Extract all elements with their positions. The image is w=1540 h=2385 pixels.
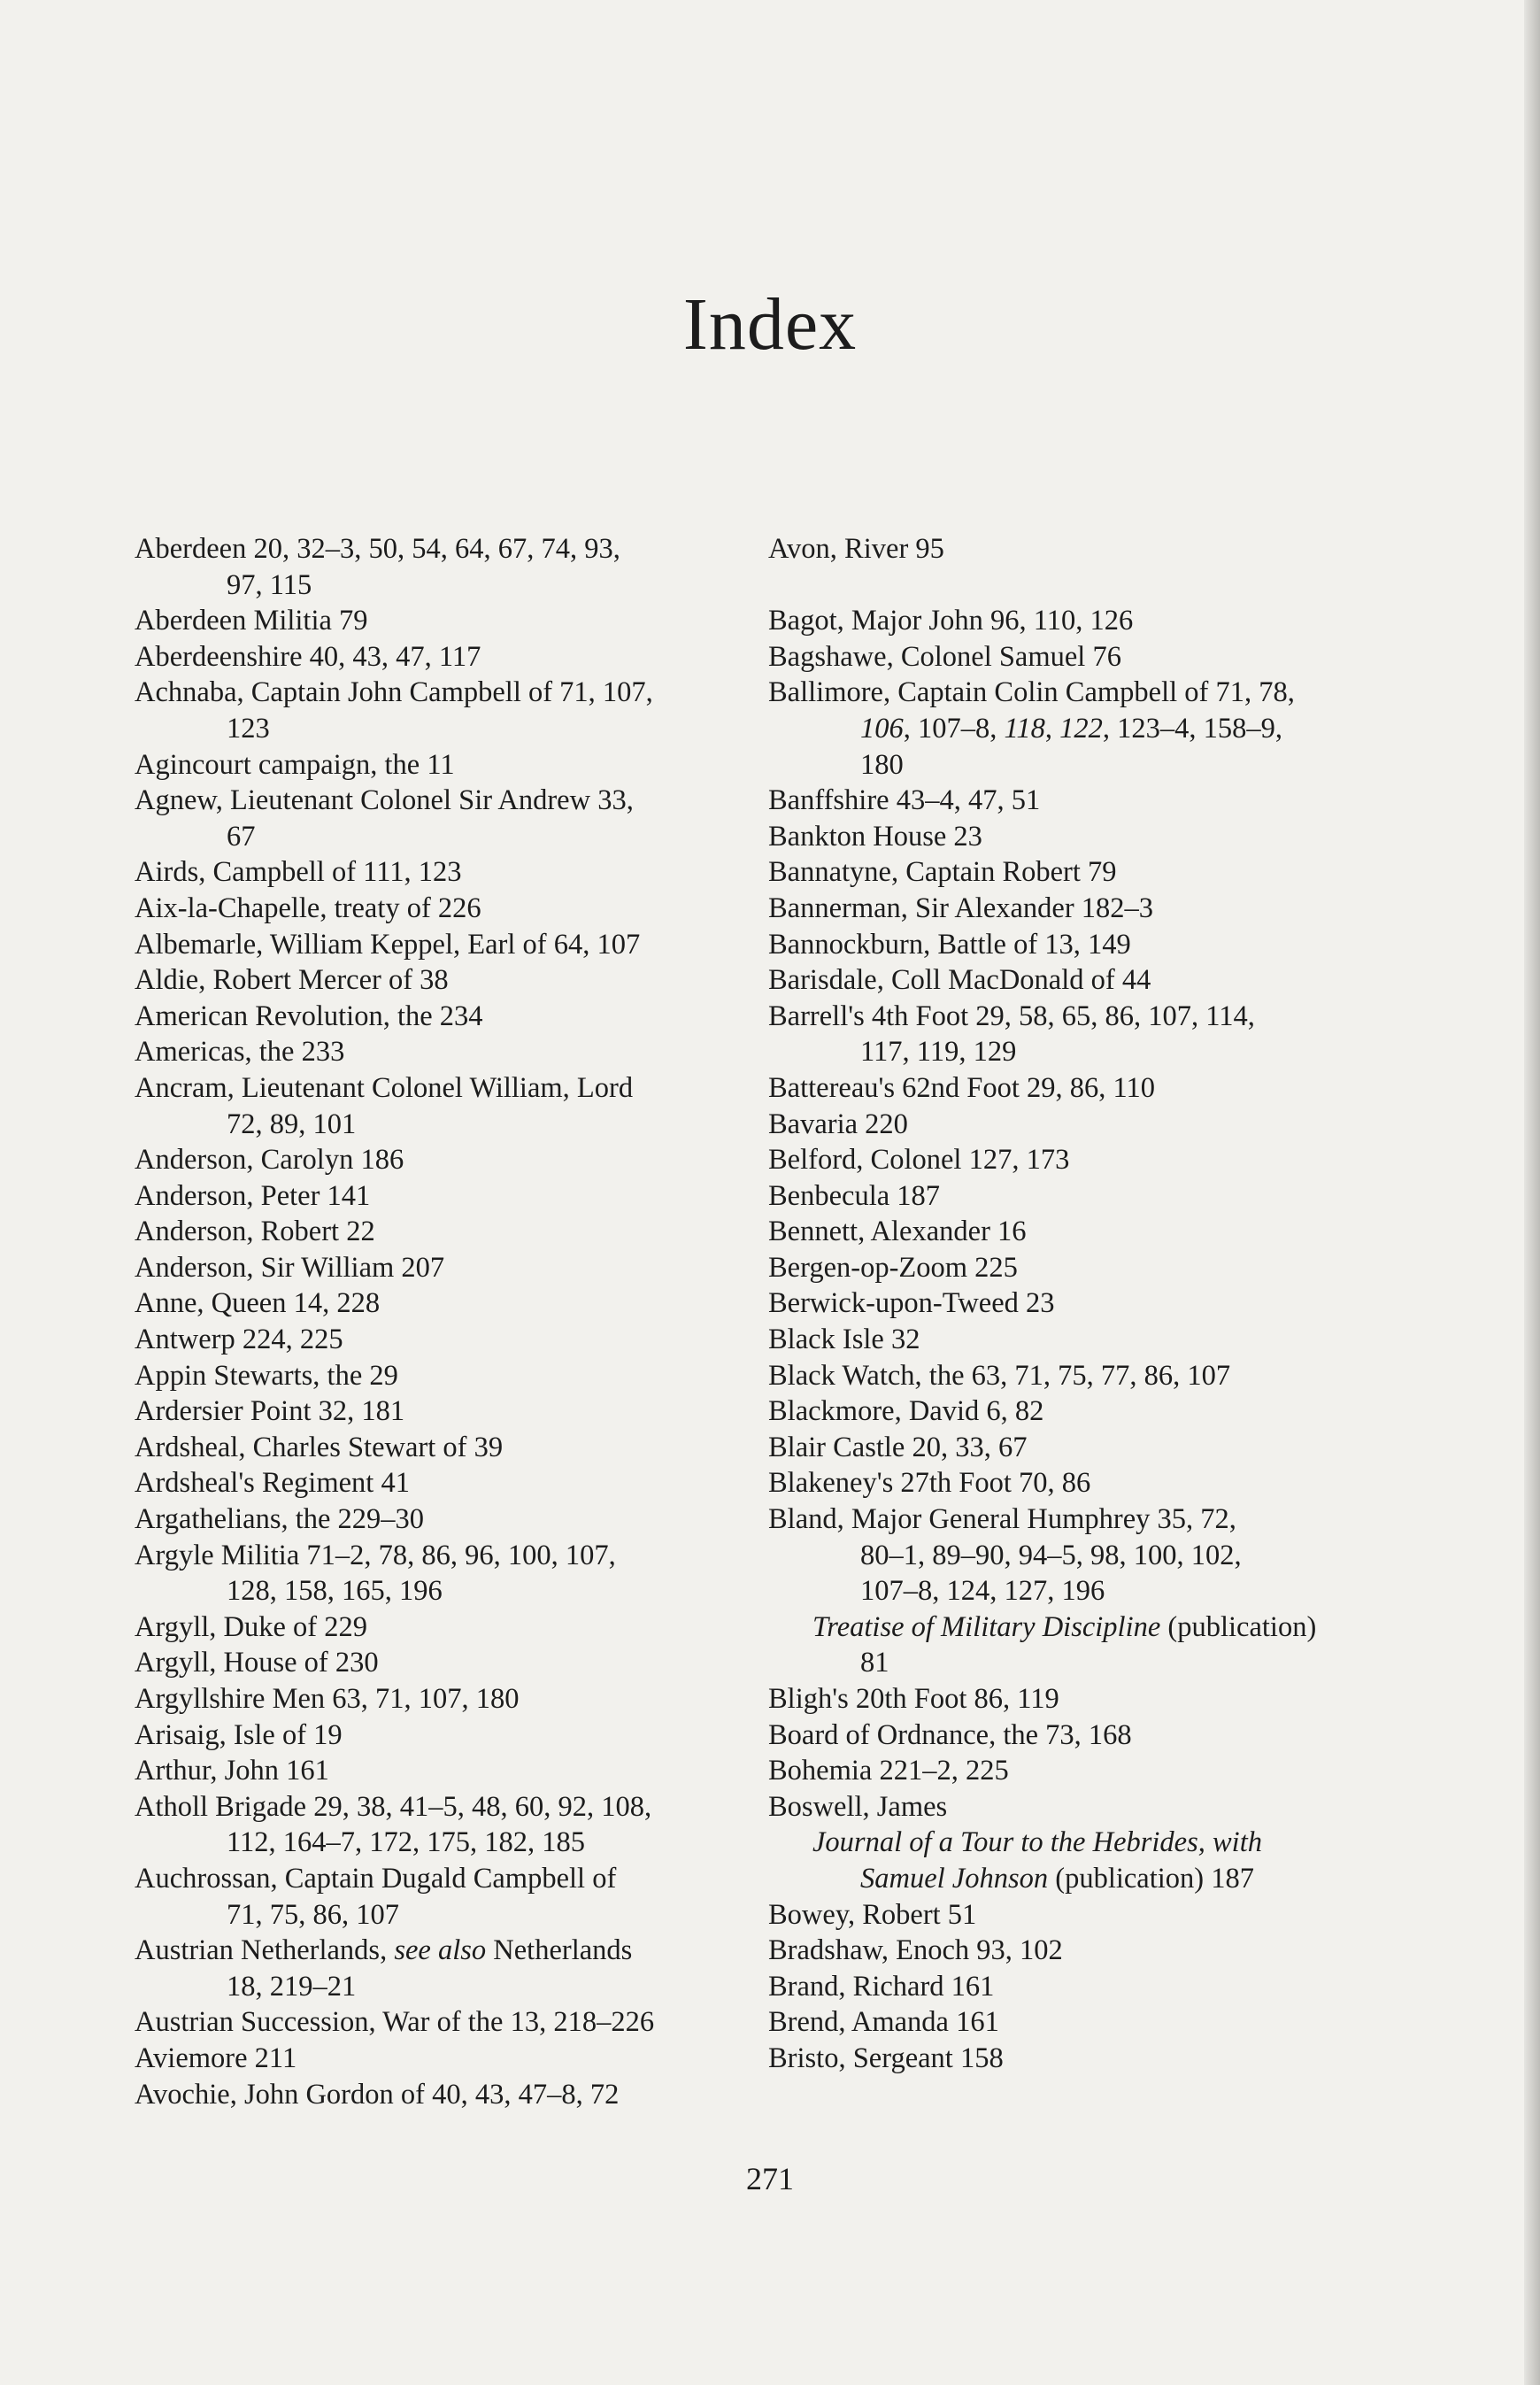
index-entry: Bligh's 20th Foot 86, 119 [768, 1683, 1059, 1715]
index-entry: Austrian Netherlands, see also Netherlands 18, 219–21 [135, 1934, 633, 2003]
index-entry: Argyllshire Men 63, 71, 107, 180 [135, 1683, 520, 1715]
index-entry: Bannerman, Sir Alexander 182–3 [768, 891, 1154, 924]
index-entry: Barisdale, Coll MacDonald of 44 [768, 964, 1151, 997]
index-entry: Aldie, Robert Mercer of 38 [135, 964, 449, 997]
index-entry: Auchrossan, Captain Dugald Campbell of 71, 75, 86, 107 [135, 1862, 617, 1931]
index-column-right [768, 531, 1388, 2077]
index-entry: Americas, the 233 [135, 1036, 345, 1069]
index-entry: Blakeney's 27th Foot 70, 86 [768, 1467, 1091, 1500]
index-entry: Anne, Queen 14, 228 [135, 1287, 381, 1320]
index-entry: Agnew, Lieutenant Colonel Sir Andrew 33, 67 [135, 784, 634, 853]
index-entry: Black Isle 32 [768, 1324, 920, 1356]
index-entry: Boswell, James [768, 1790, 948, 1823]
index-entry: Aberdeenshire 40, 43, 47, 117 [135, 640, 481, 673]
index-entry: Atholl Brigade 29, 38, 41–5, 48, 60, 92, 108, 112, 164–7, 172, 175, 182, 185 [135, 1790, 652, 1859]
index-entry: Bowey, Robert 51 [768, 1898, 977, 1931]
index-column-left [135, 531, 754, 2112]
index-entry: Bagot, Major John 96, 110, 126 [768, 605, 1134, 637]
index-entry: Ardersier Point 32, 181 [135, 1395, 405, 1428]
index-entry: Ardsheal's Regiment 41 [135, 1467, 410, 1500]
index-entry: Bavaria 220 [768, 1108, 908, 1140]
index-entry: Bankton House 23 [768, 820, 982, 853]
index-entry: Bristo, Sergeant 158 [768, 2042, 1004, 2074]
index-entry: Benbecula 187 [768, 1179, 941, 1212]
index-entry: Aix-la-Chapelle, treaty of 226 [135, 891, 481, 924]
index-entry: Agincourt campaign, the 11 [135, 748, 455, 781]
index-entry: Blackmore, David 6, 82 [768, 1395, 1044, 1428]
index-entry: Ballimore, Captain Colin Campbell of 71, 78, 106, 107–8, 118, 122, 123–4, 158–9, 180 [768, 676, 1295, 781]
index-entry: Achnaba, Captain John Campbell of 71, 107, 123 [135, 676, 653, 745]
index-entry: Bennett, Alexander 16 [768, 1216, 1027, 1248]
index-entry: Arthur, John 161 [135, 1755, 329, 1787]
index-entry: Arisaig, Isle of 19 [135, 1718, 343, 1751]
index-entry: Ardsheal, Charles Stewart of 39 [135, 1431, 504, 1463]
index-entry: Bohemia 221–2, 225 [768, 1755, 1009, 1787]
index-entry: Bergen-op-Zoom 225 [768, 1251, 1018, 1284]
index-entry: Avon, River 95 [768, 533, 944, 565]
index-entry: Anderson, Peter 141 [135, 1179, 371, 1212]
index-entry: Bagshawe, Colonel Samuel 76 [768, 640, 1121, 673]
index-entry: Blair Castle 20, 33, 67 [768, 1431, 1028, 1463]
index-entry: Argyle Militia 71–2, 78, 86, 96, 100, 107, 128, 158, 165, 196 [135, 1539, 616, 1608]
index-entry: Anderson, Sir William 207 [135, 1251, 445, 1284]
index-entry: Argathelians, the 229–30 [135, 1503, 425, 1536]
index-entry: Anderson, Carolyn 186 [135, 1144, 404, 1177]
index-entry: Brand, Richard 161 [768, 1970, 995, 2003]
index-entry: Belford, Colonel 127, 173 [768, 1144, 1070, 1177]
index-entry: Bradshaw, Enoch 93, 102 [768, 1934, 1063, 1967]
index-entry: Argyll, House of 230 [135, 1647, 379, 1679]
index-entry: Board of Ordnance, the 73, 168 [768, 1718, 1132, 1751]
index-entry: Albemarle, William Keppel, Earl of 64, 107 [135, 928, 641, 961]
index-entry: American Revolution, the 234 [135, 1000, 483, 1032]
page-title: Index [682, 283, 858, 366]
index-subentry: Journal of a Tour to the Hebrides, with Samuel Johnson (publication) 187 [812, 1826, 1262, 1895]
index-entry: Berwick-upon-Tweed 23 [768, 1287, 1055, 1320]
index-entry: Aviemore 211 [135, 2042, 297, 2074]
index-entry: Aberdeen 20, 32–3, 50, 54, 64, 67, 74, 93, 97, 115 [135, 533, 620, 601]
index-entry: Anderson, Robert 22 [135, 1216, 375, 1248]
index-entry: Argyll, Duke of 229 [135, 1610, 367, 1643]
index-entry: Bannockburn, Battle of 13, 149 [768, 928, 1131, 961]
index-entry: Bannatyne, Captain Robert 79 [768, 856, 1117, 889]
page-number: 271 [746, 2161, 794, 2196]
index-entry: Barrell's 4th Foot 29, 58, 65, 86, 107, 114, 117, 119, 129 [768, 1000, 1255, 1069]
index-entry: Aberdeen Militia 79 [135, 605, 368, 637]
index-entry: Bland, Major General Humphrey 35, 72, 80–1, 89–90, 94–5, 98, 100, 102, 107–8, 124, 127, 196 [768, 1503, 1242, 1608]
index-entry: Avochie, John Gordon of 40, 43, 47–8, 72 [135, 2078, 620, 2111]
index-entry: Airds, Campbell of 111, 123 [135, 856, 462, 889]
index-subentry: Treatise of Military Discipline (publication) 81 [812, 1610, 1317, 1679]
index-entry: Brend, Amanda 161 [768, 2006, 999, 2039]
index-entry: Banffshire 43–4, 47, 51 [768, 784, 1041, 817]
index-entry: Antwerp 224, 225 [135, 1324, 343, 1356]
index-entry: Battereau's 62nd Foot 29, 86, 110 [768, 1071, 1156, 1104]
index-entry: Austrian Succession, War of the 13, 218–226 [135, 2006, 655, 2039]
index-entry: Appin Stewarts, the 29 [135, 1359, 398, 1392]
index-entry: Ancram, Lieutenant Colonel William, Lord 72, 89, 101 [135, 1071, 634, 1140]
index-entry: Black Watch, the 63, 71, 75, 77, 86, 107 [768, 1359, 1231, 1392]
letter-group-gap [768, 567, 1388, 604]
